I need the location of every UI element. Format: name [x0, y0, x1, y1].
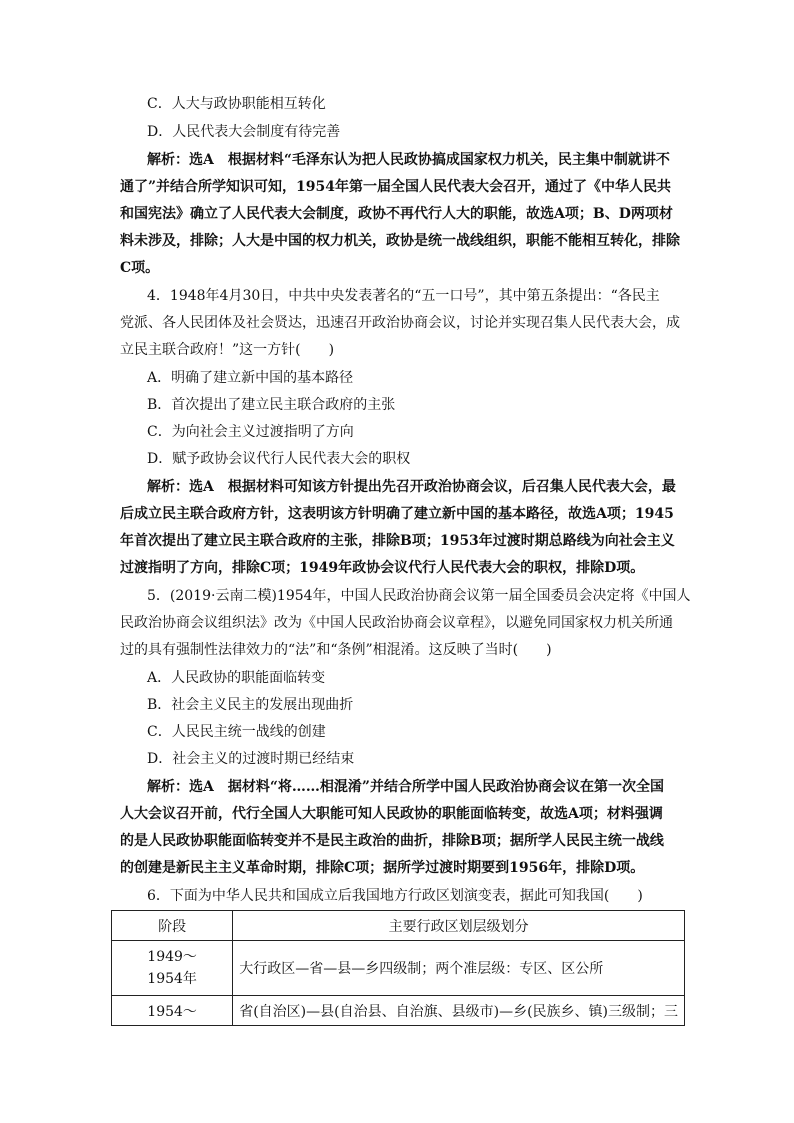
q5-stem-line: 过的具有强制性法律效力的“法”和“条例”相混淆。这反映了当时( )	[120, 642, 552, 658]
table-cell-levels: 大行政区—省—县—乡四级制；两个准层级：专区、区公所	[233, 941, 685, 996]
q5-option-d: D．社会主义的过渡时期已经结束	[147, 751, 355, 767]
q3-option-d: D．人民代表大会制度有待完善	[147, 124, 341, 140]
q4-option-c: C．为向社会主义过渡指明了方向	[147, 424, 354, 440]
q5-stem: 5．(2019·云南二模)1954年，中国人民政治协商会议第一届全国委员会决定将《中国人	[147, 588, 691, 604]
q4-option-a: A．明确了建立新中国的基本路径	[147, 370, 354, 386]
q4-analysis-line: 年首次提出了建立民主联合政府的主张，排除B项；1953年过渡时期总路线为向社会主义	[120, 533, 675, 549]
q5-analysis-line: 人大会议召开前，代行全国人大职能可知人民政协的职能面临转变，故选A项；材料强调	[120, 806, 663, 822]
q4-analysis: 解析：选A 根据材料可知该方针提出先召开政治协商会议，后召集人民代表大会，最	[147, 479, 676, 495]
q5-stem-line: 民政治协商会议组织法》改为《中国人民政治协商会议章程》，以避免同国家权力机关所通	[120, 615, 673, 631]
q3-analysis-line: 通了”并结合所学知识可知，1954年第一届全国人民代表大会召开，通过了《中华人民共	[120, 179, 672, 195]
q3-analysis-line: 料未涉及，排除；人大是中国的权力机关，政协是统一战线组织，职能不能相互转化，排除	[120, 233, 680, 249]
q3-analysis: 解析：选A 根据材料“毛泽东认为把人民政协搞成国家权力机关，民主集中制就讲不	[147, 152, 670, 168]
q5-analysis: 解析：选A 据材料“将……相混淆”并结合所学中国人民政治协商会议在第一次全国	[147, 779, 664, 795]
q4-stem: 4．1948年4月30日，中共中央发表著名的“五一口号”，其中第五条提出：“各民主	[147, 288, 660, 304]
q4-stem-line: 党派、各人民团体及社会贤达，迅速召开政治协商会议，讨论并实现召集人民代表大会，成	[120, 315, 680, 331]
q5-analysis-line: 的创建是新民主主义革命时期，排除C项；据所学过渡时期要到1956年，排除D项。	[120, 860, 645, 876]
table-header-levels: 主要行政区划层级划分	[233, 911, 685, 941]
q4-option-d: D．赋予政协会议代行人民代表大会的职权	[147, 451, 411, 467]
q3-analysis-line: 和国宪法》确立了人民代表大会制度，政协不再代行人大的职能，故选A项；B、D两项材	[120, 206, 673, 222]
q5-option-b: B．社会主义民主的发展出现曲折	[147, 697, 354, 713]
administrative-division-table	[111, 910, 685, 1026]
table-header-row	[112, 911, 685, 941]
q5-option-a: A．人民政协的职能面临转变	[147, 670, 326, 686]
table-cell-levels: 省(自治区)—县(自治县、自治旗、县级市)—乡(民族乡、镇)三级制；三	[233, 996, 685, 1026]
q5-option-c: C．人民民主统一战线的创建	[147, 724, 326, 740]
table-header-period: 阶段	[112, 911, 233, 941]
q4-analysis-line: 过渡指明了方向，排除C项；1949年政协会议代行人民代表大会的职权，排除D项。	[120, 560, 645, 576]
q4-option-b: B．首次提出了建立民主联合政府的主张	[147, 397, 396, 413]
q4-stem-line: 立民主联合政府！”这一方针( )	[120, 342, 335, 358]
table-row	[112, 996, 685, 1026]
table-cell-period: 1954～	[112, 996, 233, 1026]
q6-stem: 6．下面为中华人民共和国成立后我国地方行政区划演变表，据此可知我国( )	[147, 888, 643, 904]
q3-option-c: C．人大与政协职能相互转化	[147, 96, 326, 112]
q3-analysis-line: C项。	[120, 260, 160, 276]
table-cell-period: 1949～ 1954年	[112, 941, 233, 996]
q4-analysis-line: 后成立民主联合政府方针，这表明该方针明确了建立新中国的基本路径，故选A项；1945	[120, 506, 674, 522]
table-row	[112, 941, 685, 996]
q5-analysis-line: 的是人民政协职能面临转变并不是民主政治的曲折，排除B项；据所学人民民主统一战线	[120, 833, 664, 849]
